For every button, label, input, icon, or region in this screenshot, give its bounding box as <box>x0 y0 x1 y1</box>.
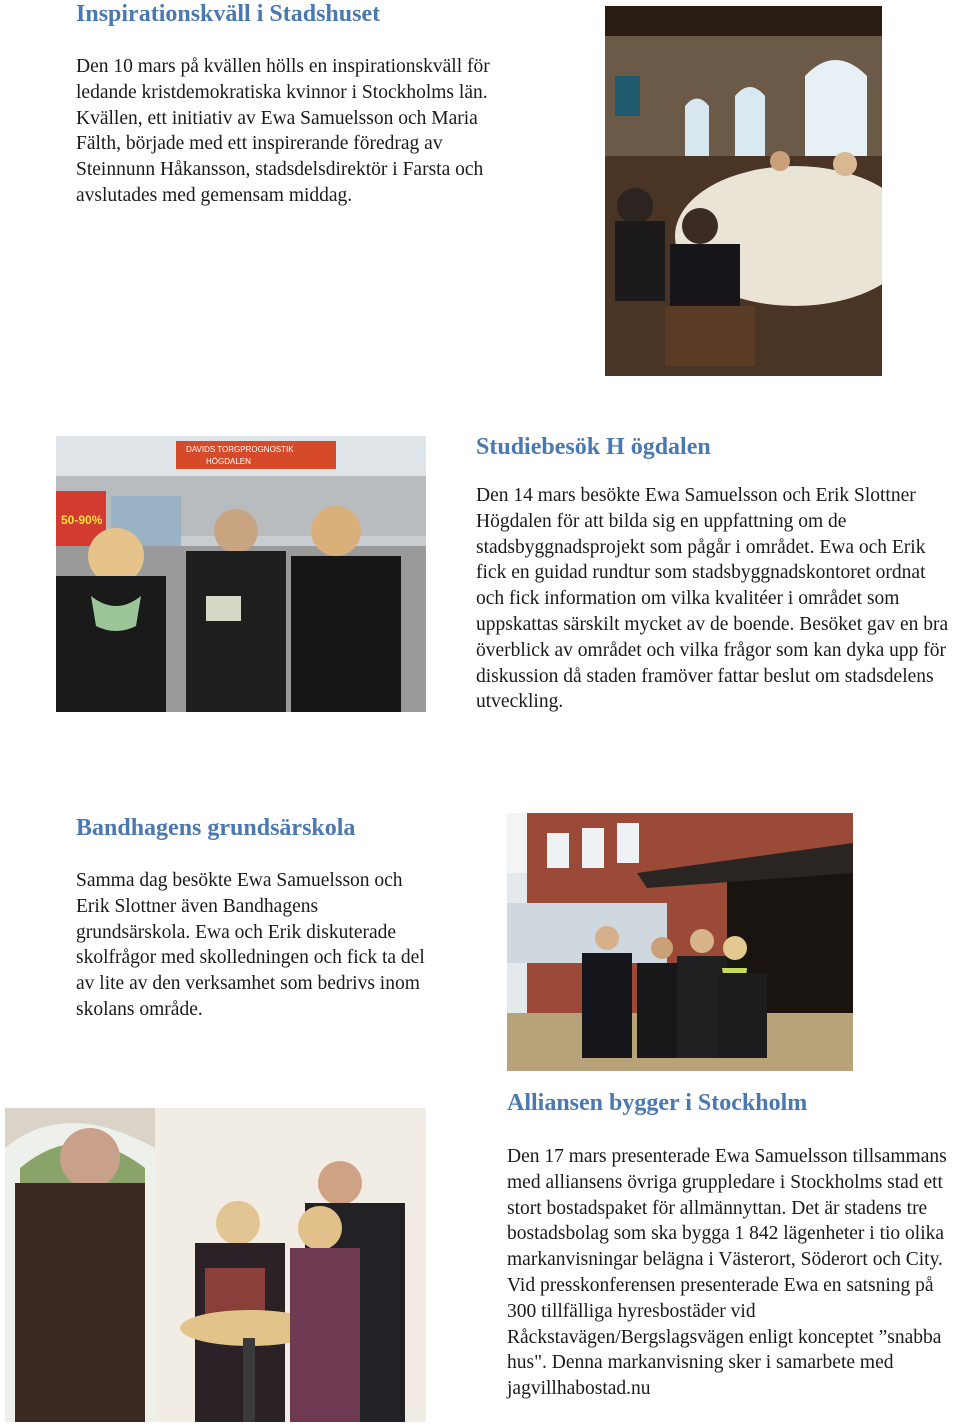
section-title-hogdalen: Studiebesök H ögdalen <box>476 434 711 460</box>
photo-meeting-room <box>605 6 882 376</box>
sale-sign-text: 50-90% <box>61 513 103 527</box>
store-sign-text: DAVIDS TORGPROGNOSTIK <box>186 445 294 454</box>
section-body-inspiration: Den 10 mars på kvällen hölls en inspirationskväll för ledande kristdemokratiska kvinnor i Stockholms län. Kvällen, ett initiativ av Ewa Samuelsson och Maria Fälth, började med ett inspirerande föredrag av Steinnunn Håkansson, stadsdelsdirektör i Farsta och avslutades med gemensam middag. <box>76 56 490 206</box>
section-title-bandhagen: Bandhagens grundsärskola <box>76 815 356 841</box>
store-sign-text-2: HÖGDALEN <box>206 457 251 466</box>
photo-school-visit <box>507 813 853 1071</box>
section-body-alliansen: Den 17 mars presenterade Ewa Samuelsson tillsammans med alliansens övriga gruppledare i Stockholms stad ett stort bostadspaket för allmännyttan. Det är stadens tre bostadsbolag som ska bygga 1 842 lägenheter i tio olika markanvisningar belägna i Västerort, Söderort och City. Vid presskonferensen presenterade Ewa en satsning på 300 tillfälliga hyresbostäder vid Råckstavägen/Bergslagsvägen enligt konceptet ”snabba hus". Denna markanvisning sker i samarbete med jagvillhabostad.nu <box>507 1146 947 1400</box>
section-title-inspiration: Inspirationskväll i Stadshuset <box>76 1 381 27</box>
photo-press-conference <box>5 1108 426 1422</box>
section-body-hogdalen: Den 14 mars besökte Ewa Samuelsson och Erik Slottner Högdalen för att bilda sig en uppfattning om de stadsbyggnadsprojekt som pågår i området. Ewa och Erik fick en guidad rundtur som stadsbyggnadskontoret ordnat och fick information om vilka kvalitéer i området som uppskattas särskilt mycket av de boende. Besöket gav en bra överblick av området och vilka frågor som kan dyka upp för diskussion då staden framöver fattar beslut om stadsdelens utveckling. <box>476 485 949 713</box>
section-body-bandhagen: Samma dag besökte Ewa Samuelsson och Erik Slottner även Bandhagens grundsärskola. Ewa och Erik diskuterade skolfrågor med skolledningen och fick ta del av lite av den verksamhet som bedrivs inom skolans område. <box>76 870 425 1020</box>
photo-hogdalen-visit <box>56 436 426 712</box>
section-title-alliansen: Alliansen bygger i Stockholm <box>507 1090 808 1116</box>
